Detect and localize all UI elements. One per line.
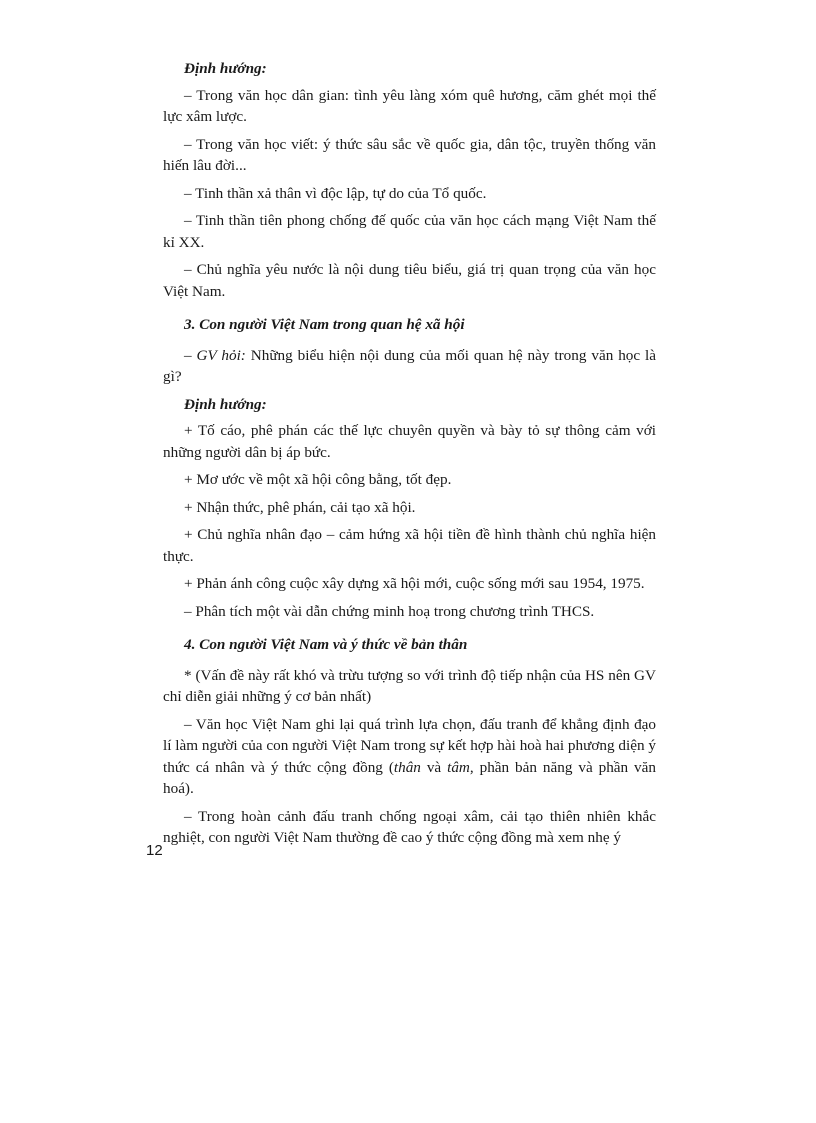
page-body — [163, 58, 656, 855]
paragraph: + Phản ánh công cuộc xây dựng xã hội mới, cuộc sống mới sau 1954, 1975. — [184, 575, 645, 592]
paragraph — [163, 345, 656, 388]
paragraph: – Trong văn học viết: ý thức sâu sắc về quốc gia, dân tộc, truyền thống văn hiến lâu đời... — [163, 135, 656, 174]
section-heading: 4. Con người Việt Nam và ý thức về bản thân — [184, 636, 468, 653]
section-label: Định hướng: — [184, 60, 267, 77]
text-run: và — [420, 758, 448, 776]
text-run: – Văn học Việt Nam ghi lại quá trình lựa chọn, đấu tranh để khẳng định đạo lí làm người của con người Việt Nam trong sự kết hợp hài hoà hai phương diện ý thức cá nhân và ý thức cộng đồng ( — [163, 715, 656, 776]
paragraph: + Nhận thức, phê phán, cải tạo xã hội. — [184, 498, 416, 516]
paragraph — [163, 714, 656, 800]
page-number: 12 — [146, 842, 163, 859]
italic-prefix: – GV hỏi: — [184, 346, 246, 364]
paragraph: + Tố cáo, phê phán các thế lực chuyên quyền và bày tỏ sự thông cảm với những người dân bị áp bức. — [163, 422, 656, 461]
paragraph: – Chủ nghĩa yêu nước là nội dung tiêu biểu, giá trị quan trọng của văn học Việt Nam. — [163, 261, 656, 300]
section-label: Định hướng: — [184, 395, 267, 413]
paragraph: * (Vấn đề này rất khó và trừu tượng so với trình độ tiếp nhận của HS nên GV chỉ diễn giải những ý cơ bản nhất) — [163, 666, 656, 705]
paragraph: – Tinh thần tiên phong chống đế quốc của văn học cách mạng Việt Nam thế kỉ XX. — [163, 212, 656, 251]
text-run: Những biểu hiện nội dung của mối quan hệ này trong văn học là gì? — [163, 346, 656, 385]
paragraph: – Tinh thần xả thân vì độc lập, tự do của Tổ quốc. — [184, 184, 487, 202]
paragraph: – Trong hoàn cảnh đấu tranh chống ngoại xâm, cải tạo thiên nhiên khắc nghiệt, con người Việt Nam thường đề cao ý thức cộng đồng mà xem nhẹ ý — [163, 807, 656, 846]
section-heading: 3. Con người Việt Nam trong quan hệ xã hội — [184, 316, 465, 333]
text-run: , phần bản năng và phần văn hoá). — [163, 758, 656, 797]
paragraph: – Phân tích một vài dẫn chứng minh hoạ trong chương trình THCS. — [184, 602, 595, 620]
paragraph: + Mơ ước về một xã hội công bằng, tốt đẹp. — [184, 471, 452, 488]
italic-term: thân — [393, 758, 421, 776]
paragraph: + Chủ nghĩa nhân đạo – cảm hứng xã hội tiền đề hình thành chủ nghĩa hiện thực. — [163, 526, 656, 565]
italic-term: tâm — [447, 758, 470, 776]
paragraph: – Trong văn học dân gian: tình yêu làng xóm quê hương, căm ghét mọi thế lực xâm lược. — [163, 86, 656, 125]
